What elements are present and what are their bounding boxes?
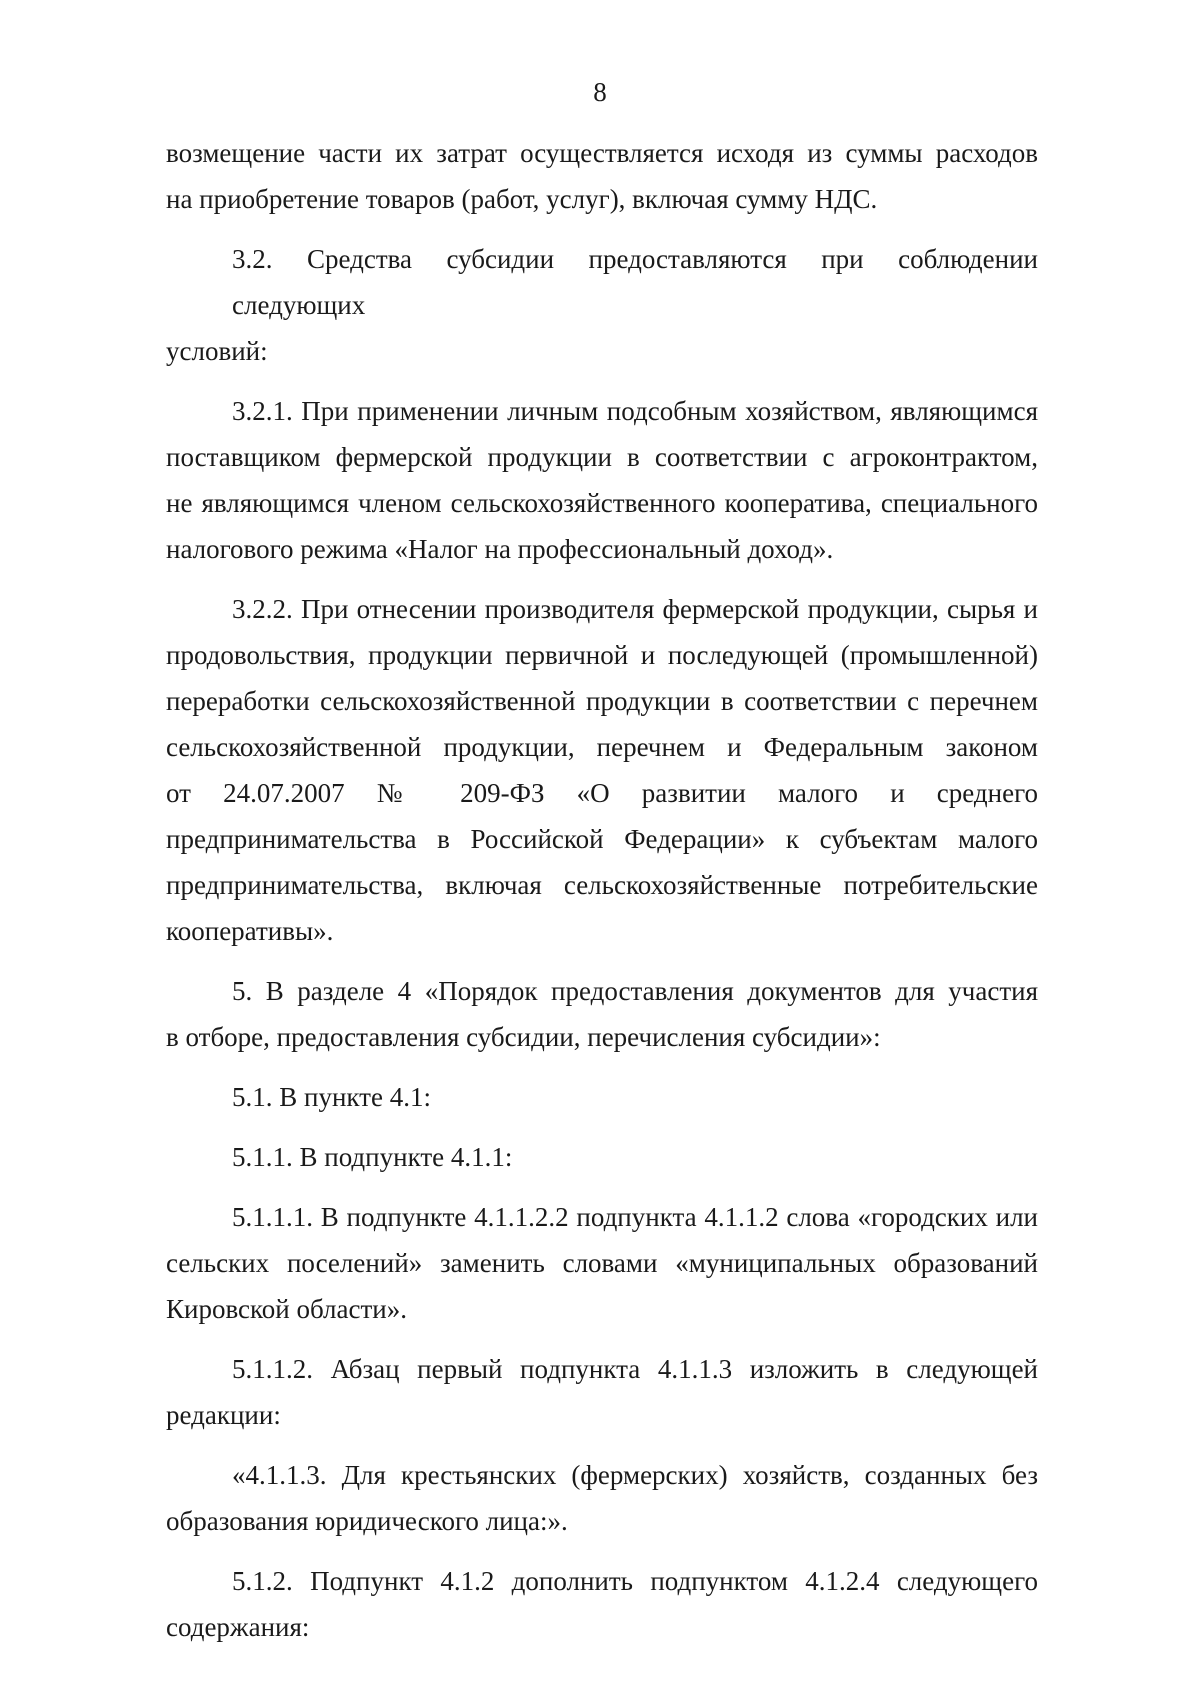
text-line: не являющимся членом сельскохозяйственного кооператива, специального bbox=[166, 488, 1038, 518]
text-line: 3.2.1. При применении личным подсобным хозяйством, являющимся bbox=[232, 396, 1038, 426]
text-line: от 24.07.2007 № 209-ФЗ «О развитии малого и среднего bbox=[166, 778, 1038, 808]
text-line: 3.2.2. При отнесении производителя фермерской продукции, сырья и bbox=[232, 594, 1038, 624]
text-line: 5.1.1.1. В подпункте 4.1.1.2.2 подпункта 4.1.1.2 слова «городских или bbox=[232, 1202, 1038, 1232]
paragraph bbox=[166, 1134, 1038, 1180]
text-line: 5.1.1. В подпункте 4.1.1: bbox=[232, 1142, 513, 1172]
text-line: сельских поселений» заменить словами «муниципальных образований bbox=[166, 1248, 1038, 1278]
text-line: сельскохозяйственной продукции, перечнем и Федеральным законом bbox=[166, 732, 1038, 762]
text-line: на приобретение товаров (работ, услуг), включая сумму НДС. bbox=[166, 184, 878, 214]
text-line: поставщиком фермерской продукции в соответствии с агроконтрактом, bbox=[166, 442, 1038, 472]
paragraph bbox=[166, 236, 1038, 374]
paragraph bbox=[166, 1346, 1038, 1438]
text-line: возмещение части их затрат осуществляется исходя из суммы расходов bbox=[166, 138, 1038, 168]
paragraph bbox=[166, 1452, 1038, 1544]
text-line: предпринимательства, включая сельскохозяйственные потребительские bbox=[166, 870, 1038, 900]
document-body bbox=[166, 130, 1038, 1650]
text-line: предпринимательства в Российской Федерации» к субъектам малого bbox=[166, 824, 1038, 854]
text-line: образования юридического лица:». bbox=[166, 1506, 568, 1536]
paragraph bbox=[166, 1194, 1038, 1332]
text-line: содержания: bbox=[166, 1612, 310, 1642]
text-line: условий: bbox=[166, 336, 268, 366]
text-line: налогового режима «Налог на профессиональный доход». bbox=[166, 534, 834, 564]
text-line: переработки сельскохозяйственной продукции в соответствии с перечнем bbox=[166, 686, 1038, 716]
text-line: 5.1. В пункте 4.1: bbox=[232, 1082, 431, 1112]
text-line: 5.1.2. Подпункт 4.1.2 дополнить подпунктом 4.1.2.4 следующего bbox=[232, 1566, 1038, 1596]
paragraph bbox=[166, 130, 1038, 222]
text-line: в отборе, предоставления субсидии, перечисления субсидии»: bbox=[166, 1022, 881, 1052]
text-line: 5. В разделе 4 «Порядок предоставления документов для участия bbox=[232, 976, 1038, 1006]
text-line: кооперативы». bbox=[166, 916, 334, 946]
paragraph bbox=[166, 586, 1038, 954]
page-number: 8 bbox=[593, 77, 607, 107]
paragraph bbox=[166, 388, 1038, 572]
paragraph bbox=[166, 1558, 1038, 1650]
text-line: продовольствия, продукции первичной и последующей (промышленной) bbox=[166, 640, 1038, 670]
text-line: 3.2. Средства субсидии предоставляются при соблюдении следующих bbox=[232, 244, 1038, 320]
text-line: редакции: bbox=[166, 1400, 281, 1430]
text-line: 5.1.1.2. Абзац первый подпункта 4.1.1.3 изложить в следующей bbox=[232, 1354, 1038, 1384]
text-line: Кировской области». bbox=[166, 1294, 407, 1324]
paragraph bbox=[166, 968, 1038, 1060]
paragraph bbox=[166, 1074, 1038, 1120]
text-line: «4.1.1.3. Для крестьянских (фермерских) хозяйств, созданных без bbox=[232, 1460, 1038, 1490]
